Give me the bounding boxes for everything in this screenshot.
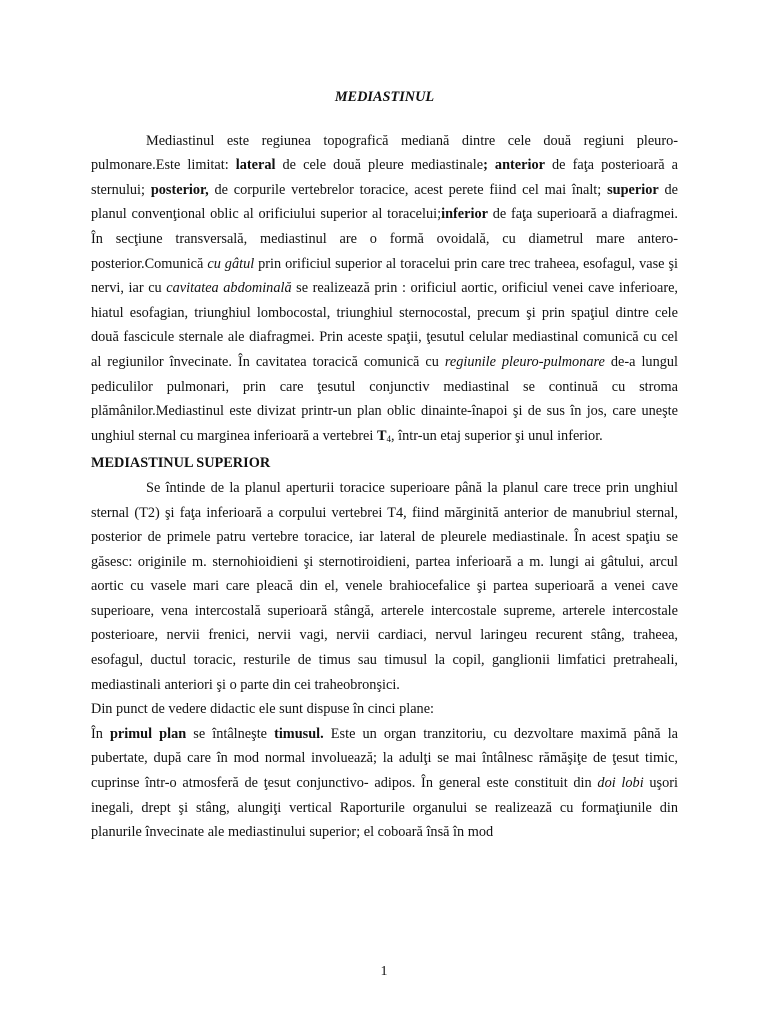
term-superior: superior	[607, 181, 659, 198]
superior-paragraph: Se întinde de la planul aperturii toracice superioare până la planul care trece prin unghiul sternal (T2) şi faţa inferioară a corpului vertebrei T4, fiind mărginită anterior de manubriul sternal, posterior de primele patru vertebre toracice, iar lateral de pleurele mediastinale. În acest spaţiu se găsesc: originile m. sternohioidieni şi sternotiroidieni, partea inferioară a m. lungi ai gâtului, arcul aortic cu vasele mari care pleacă din el, venele brahiocefalice şi partea superioară a venei cave superioare, vena intercostală superioară stângă, arterele intercostale supreme, arterele intercostale posterioare, nervii frenici, nervii vagi, nervii cardiaci, nervul laringeu recurent stâng, traheea, esofagul, ductul toracic, resturile de timus sau timusul la copil, ganglionii limfatici pretraheali, mediastinali anteriori şi o parte din cei traheobronşici.	[91, 479, 678, 693]
vertebra-subscript: 4	[386, 433, 391, 444]
term-lateral: lateral	[235, 157, 276, 174]
text-run: de faţa superioară a diafragmei. În secţiune transversală, mediastinul are o formă ovoidală, cu diametrul mare antero-posterior.Comunică	[91, 206, 679, 272]
section-heading: MEDIASTINUL SUPERIOR	[91, 455, 271, 472]
term-primul-plan: primul plan	[109, 725, 187, 742]
text-run: În	[91, 725, 110, 742]
term-cavitatea-abdominala: cavitatea abdominală	[166, 280, 292, 297]
page-number: 1	[380, 964, 388, 979]
term-regiunile-pleuro-pulmonare: regiunile pleuro-pulmonare	[444, 353, 605, 370]
didactic-line: Din punct de vedere didactic ele sunt dispuse în cinci plane:	[91, 701, 435, 718]
text-run: Mediastinul este regiunea topografică mediană dintre cele două regiuni pleuro-pulmonare.Este limitat:	[91, 132, 678, 174]
term-timusul: timusul.	[274, 725, 324, 742]
intro-paragraph	[91, 129, 678, 452]
text-run: de cele două pleure mediastinale	[275, 157, 484, 174]
text-run: uşori inegali, drept şi stâng, alungiţi vertical Raporturile organului se realizează cu formaţiunile din planurile învecinate ale mediastinului superior; el coboară însă în mod	[91, 775, 678, 841]
term-cu-gatul: cu gâtul	[207, 255, 255, 272]
term-anterior: anterior	[487, 157, 545, 174]
term-inferior: inferior	[441, 206, 488, 223]
text-run: de planul convenţional oblic al orificiului superior al toracelui;	[91, 181, 678, 223]
text-run: se realizează prin : orificiul aortic, orificiul venei cave inferioare, hiatul esofagian, triunghiul lombocostal, triunghiul sternocostal, precum şi prin spaţiul dintre cele două fascicule sternale ale diafragmei. Prin aceste spaţii, ţesutul celular mediastinal comunică cu cel al regiunilor învecinate. În cavitatea toracică comunică cu	[91, 280, 679, 370]
text-run: de corpurile vertebrelor toracice, acest perete fiind cel mai înalt;	[208, 181, 608, 198]
text-run: ;	[483, 157, 488, 174]
text-run: Este un organ tranzitoriu, cu dezvoltare maximă până la pubertate, după care în mod normal involuează; la adulţi se mai întâlnesc rămăşiţe de ţesut timic, cuprinse într-o atmosferă de ţesut conjunctivo- adipos. În general este constituit din	[91, 725, 679, 792]
text-run: se întâlneşte	[186, 725, 275, 742]
term-doi-lobi: doi lobi	[597, 775, 644, 792]
text-run: de faţa posterioară a sternului;	[91, 157, 679, 198]
primul-plan-paragraph	[91, 722, 678, 845]
vertebra-label: T	[376, 427, 387, 444]
document-body	[91, 85, 678, 845]
document-title: MEDIASTINUL	[334, 89, 435, 105]
text-run: de-a lungul pediculilor pulmonari, prin care ţesutul conjunctiv mediastinal se continuă cu stroma plămânilor.Mediastinul este divizat printr-un plan oblic dinainte-înapoi şi de sus în jos, care uneşte unghiul sternal cu marginea inferioară a vertebrei	[91, 353, 678, 444]
text-run: , într-un etaj superior şi unul inferior.	[391, 427, 603, 444]
term-posterior: posterior,	[150, 181, 209, 198]
text-run: prin orificiul superior al toracelui prin care trec traheea, esofagul, vase şi nervi, iar cu	[91, 255, 678, 297]
